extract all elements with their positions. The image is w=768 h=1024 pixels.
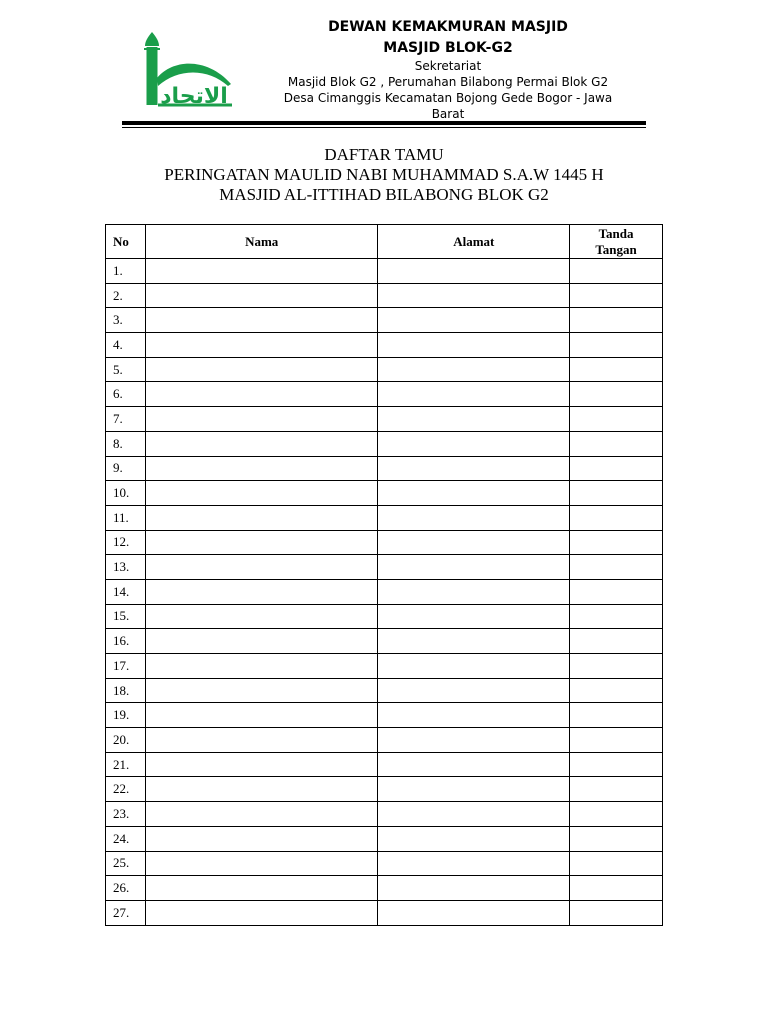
row-number: 19. (106, 703, 146, 728)
document-subtitle-event: PERINGATAN MAULID NABI MUHAMMAD S.A.W 1445 H (164, 165, 604, 184)
document-title: DAFTAR TAMU (324, 145, 444, 164)
signature-cell[interactable] (570, 481, 663, 506)
signature-cell[interactable] (570, 826, 663, 851)
table-row (106, 654, 663, 679)
alamat-cell[interactable] (378, 777, 570, 802)
table-row (106, 357, 663, 382)
document-subtitle-venue: MASJID AL-ITTIHAD BILABONG BLOK G2 (219, 185, 549, 204)
header-divider-thick (122, 121, 646, 125)
signature-cell[interactable] (570, 283, 663, 308)
signature-cell[interactable] (570, 579, 663, 604)
signature-cell[interactable] (570, 876, 663, 901)
row-number: 22. (106, 777, 146, 802)
table-row (106, 604, 663, 629)
address-line-1: Masjid Blok G2 , Perumahan Bilabong Permai Blok G2 (287, 74, 609, 89)
alamat-cell[interactable] (378, 555, 570, 580)
nama-cell[interactable] (145, 604, 378, 629)
signature-cell[interactable] (570, 407, 663, 432)
table-row (106, 703, 663, 728)
row-number: 23. (106, 802, 146, 827)
row-number: 24. (106, 826, 146, 851)
signature-cell[interactable] (570, 777, 663, 802)
alamat-cell[interactable] (378, 900, 570, 925)
nama-cell[interactable] (145, 530, 378, 555)
table-row (106, 802, 663, 827)
signature-cell[interactable] (570, 654, 663, 679)
table-row (106, 382, 663, 407)
nama-cell[interactable] (145, 777, 378, 802)
alamat-cell[interactable] (378, 283, 570, 308)
alamat-cell[interactable] (378, 259, 570, 284)
alamat-cell[interactable] (378, 826, 570, 851)
signature-cell[interactable] (570, 259, 663, 284)
alamat-cell[interactable] (378, 505, 570, 530)
guest-rows (106, 259, 663, 926)
table-row (106, 900, 663, 925)
table-row (106, 629, 663, 654)
organization-subtitle: MASJID BLOK-G2 (383, 39, 513, 56)
alamat-cell[interactable] (378, 629, 570, 654)
signature-cell[interactable] (570, 555, 663, 580)
nama-cell[interactable] (145, 900, 378, 925)
column-header-alamat: Alamat (378, 225, 570, 259)
row-number: 21. (106, 752, 146, 777)
table-row (106, 579, 663, 604)
alamat-cell[interactable] (378, 357, 570, 382)
signature-cell[interactable] (570, 728, 663, 753)
row-number: 1. (106, 259, 146, 284)
nama-cell[interactable] (145, 555, 378, 580)
alamat-cell[interactable] (378, 333, 570, 358)
row-number: 10. (106, 481, 146, 506)
signature-cell[interactable] (570, 505, 663, 530)
alamat-cell[interactable] (378, 851, 570, 876)
organization-header (268, 18, 628, 123)
mosque-logo-icon (138, 28, 236, 112)
secretariat-label: Sekretariat (414, 58, 482, 73)
nama-cell[interactable] (145, 579, 378, 604)
table-row (106, 555, 663, 580)
nama-cell[interactable] (145, 333, 378, 358)
signature-cell[interactable] (570, 308, 663, 333)
alamat-cell[interactable] (378, 678, 570, 703)
signature-cell[interactable] (570, 333, 663, 358)
alamat-cell[interactable] (378, 703, 570, 728)
alamat-cell[interactable] (378, 728, 570, 753)
column-header-nama: Nama (145, 225, 378, 259)
nama-cell[interactable] (145, 431, 378, 456)
table-row (106, 826, 663, 851)
signature-cell[interactable] (570, 530, 663, 555)
row-number: 18. (106, 678, 146, 703)
signature-cell[interactable] (570, 456, 663, 481)
column-header-no: No (106, 225, 146, 259)
table-row (106, 505, 663, 530)
row-number: 3. (106, 308, 146, 333)
address-line-2: Desa Cimanggis Kecamatan Bojong Gede Bogor - Jawa Barat (283, 91, 613, 122)
row-number: 2. (106, 283, 146, 308)
signature-cell[interactable] (570, 703, 663, 728)
header-divider-thin (122, 127, 646, 128)
table-row (106, 456, 663, 481)
nama-cell[interactable] (145, 481, 378, 506)
nama-cell[interactable] (145, 728, 378, 753)
table-row (106, 530, 663, 555)
nama-cell[interactable] (145, 357, 378, 382)
row-number: 13. (106, 555, 146, 580)
nama-cell[interactable] (145, 876, 378, 901)
nama-cell[interactable] (145, 802, 378, 827)
nama-cell[interactable] (145, 629, 378, 654)
logo-arabic-text: الاتحاد (160, 84, 228, 109)
nama-cell[interactable] (145, 382, 378, 407)
signature-cell[interactable] (570, 629, 663, 654)
alamat-cell[interactable] (378, 407, 570, 432)
row-number: 15. (106, 604, 146, 629)
row-number: 17. (106, 654, 146, 679)
alamat-cell[interactable] (378, 431, 570, 456)
nama-cell[interactable] (145, 407, 378, 432)
alamat-cell[interactable] (378, 382, 570, 407)
row-number: 5. (106, 357, 146, 382)
table-row (106, 876, 663, 901)
table-row (106, 308, 663, 333)
nama-cell[interactable] (145, 703, 378, 728)
alamat-cell[interactable] (378, 308, 570, 333)
table-row (106, 728, 663, 753)
row-number: 25. (106, 851, 146, 876)
table-row (106, 259, 663, 284)
table-row (106, 481, 663, 506)
signature-cell[interactable] (570, 900, 663, 925)
nama-cell[interactable] (145, 505, 378, 530)
table-row (106, 678, 663, 703)
column-header-tanda-tangan (570, 225, 663, 259)
nama-cell[interactable] (145, 826, 378, 851)
table-row (106, 283, 663, 308)
alamat-cell[interactable] (378, 579, 570, 604)
signature-cell[interactable] (570, 851, 663, 876)
nama-cell[interactable] (145, 654, 378, 679)
row-number: 16. (106, 629, 146, 654)
row-number: 9. (106, 456, 146, 481)
alamat-cell[interactable] (378, 876, 570, 901)
signature-cell[interactable] (570, 604, 663, 629)
alamat-cell[interactable] (378, 456, 570, 481)
nama-cell[interactable] (145, 678, 378, 703)
alamat-cell[interactable] (378, 752, 570, 777)
nama-cell[interactable] (145, 283, 378, 308)
nama-cell[interactable] (145, 456, 378, 481)
alamat-cell[interactable] (378, 654, 570, 679)
alamat-cell[interactable] (378, 481, 570, 506)
guest-list-table (105, 224, 663, 926)
signature-cell[interactable] (570, 431, 663, 456)
row-number: 4. (106, 333, 146, 358)
row-number: 7. (106, 407, 146, 432)
alamat-cell[interactable] (378, 530, 570, 555)
row-number: 20. (106, 728, 146, 753)
nama-cell[interactable] (145, 308, 378, 333)
document-title-block (84, 145, 684, 205)
row-number: 27. (106, 900, 146, 925)
row-number: 12. (106, 530, 146, 555)
table-header-row (106, 225, 663, 259)
row-number: 26. (106, 876, 146, 901)
table-row (106, 431, 663, 456)
alamat-cell[interactable] (378, 802, 570, 827)
signature-cell[interactable] (570, 357, 663, 382)
signature-cell[interactable] (570, 752, 663, 777)
row-number: 14. (106, 579, 146, 604)
table-row (106, 407, 663, 432)
alamat-cell[interactable] (378, 604, 570, 629)
signature-cell[interactable] (570, 678, 663, 703)
row-number: 8. (106, 431, 146, 456)
signature-cell[interactable] (570, 802, 663, 827)
table-row (106, 851, 663, 876)
column-header-tanda: Tanda (598, 225, 634, 241)
row-number: 11. (106, 505, 146, 530)
column-header-tangan: Tangan (595, 241, 637, 257)
nama-cell[interactable] (145, 259, 378, 284)
signature-cell[interactable] (570, 382, 663, 407)
table-row (106, 333, 663, 358)
organization-title: DEWAN KEMAKMURAN MASJID (328, 19, 568, 35)
nama-cell[interactable] (145, 851, 378, 876)
row-number: 6. (106, 382, 146, 407)
table-row (106, 777, 663, 802)
nama-cell[interactable] (145, 752, 378, 777)
table-row (106, 752, 663, 777)
